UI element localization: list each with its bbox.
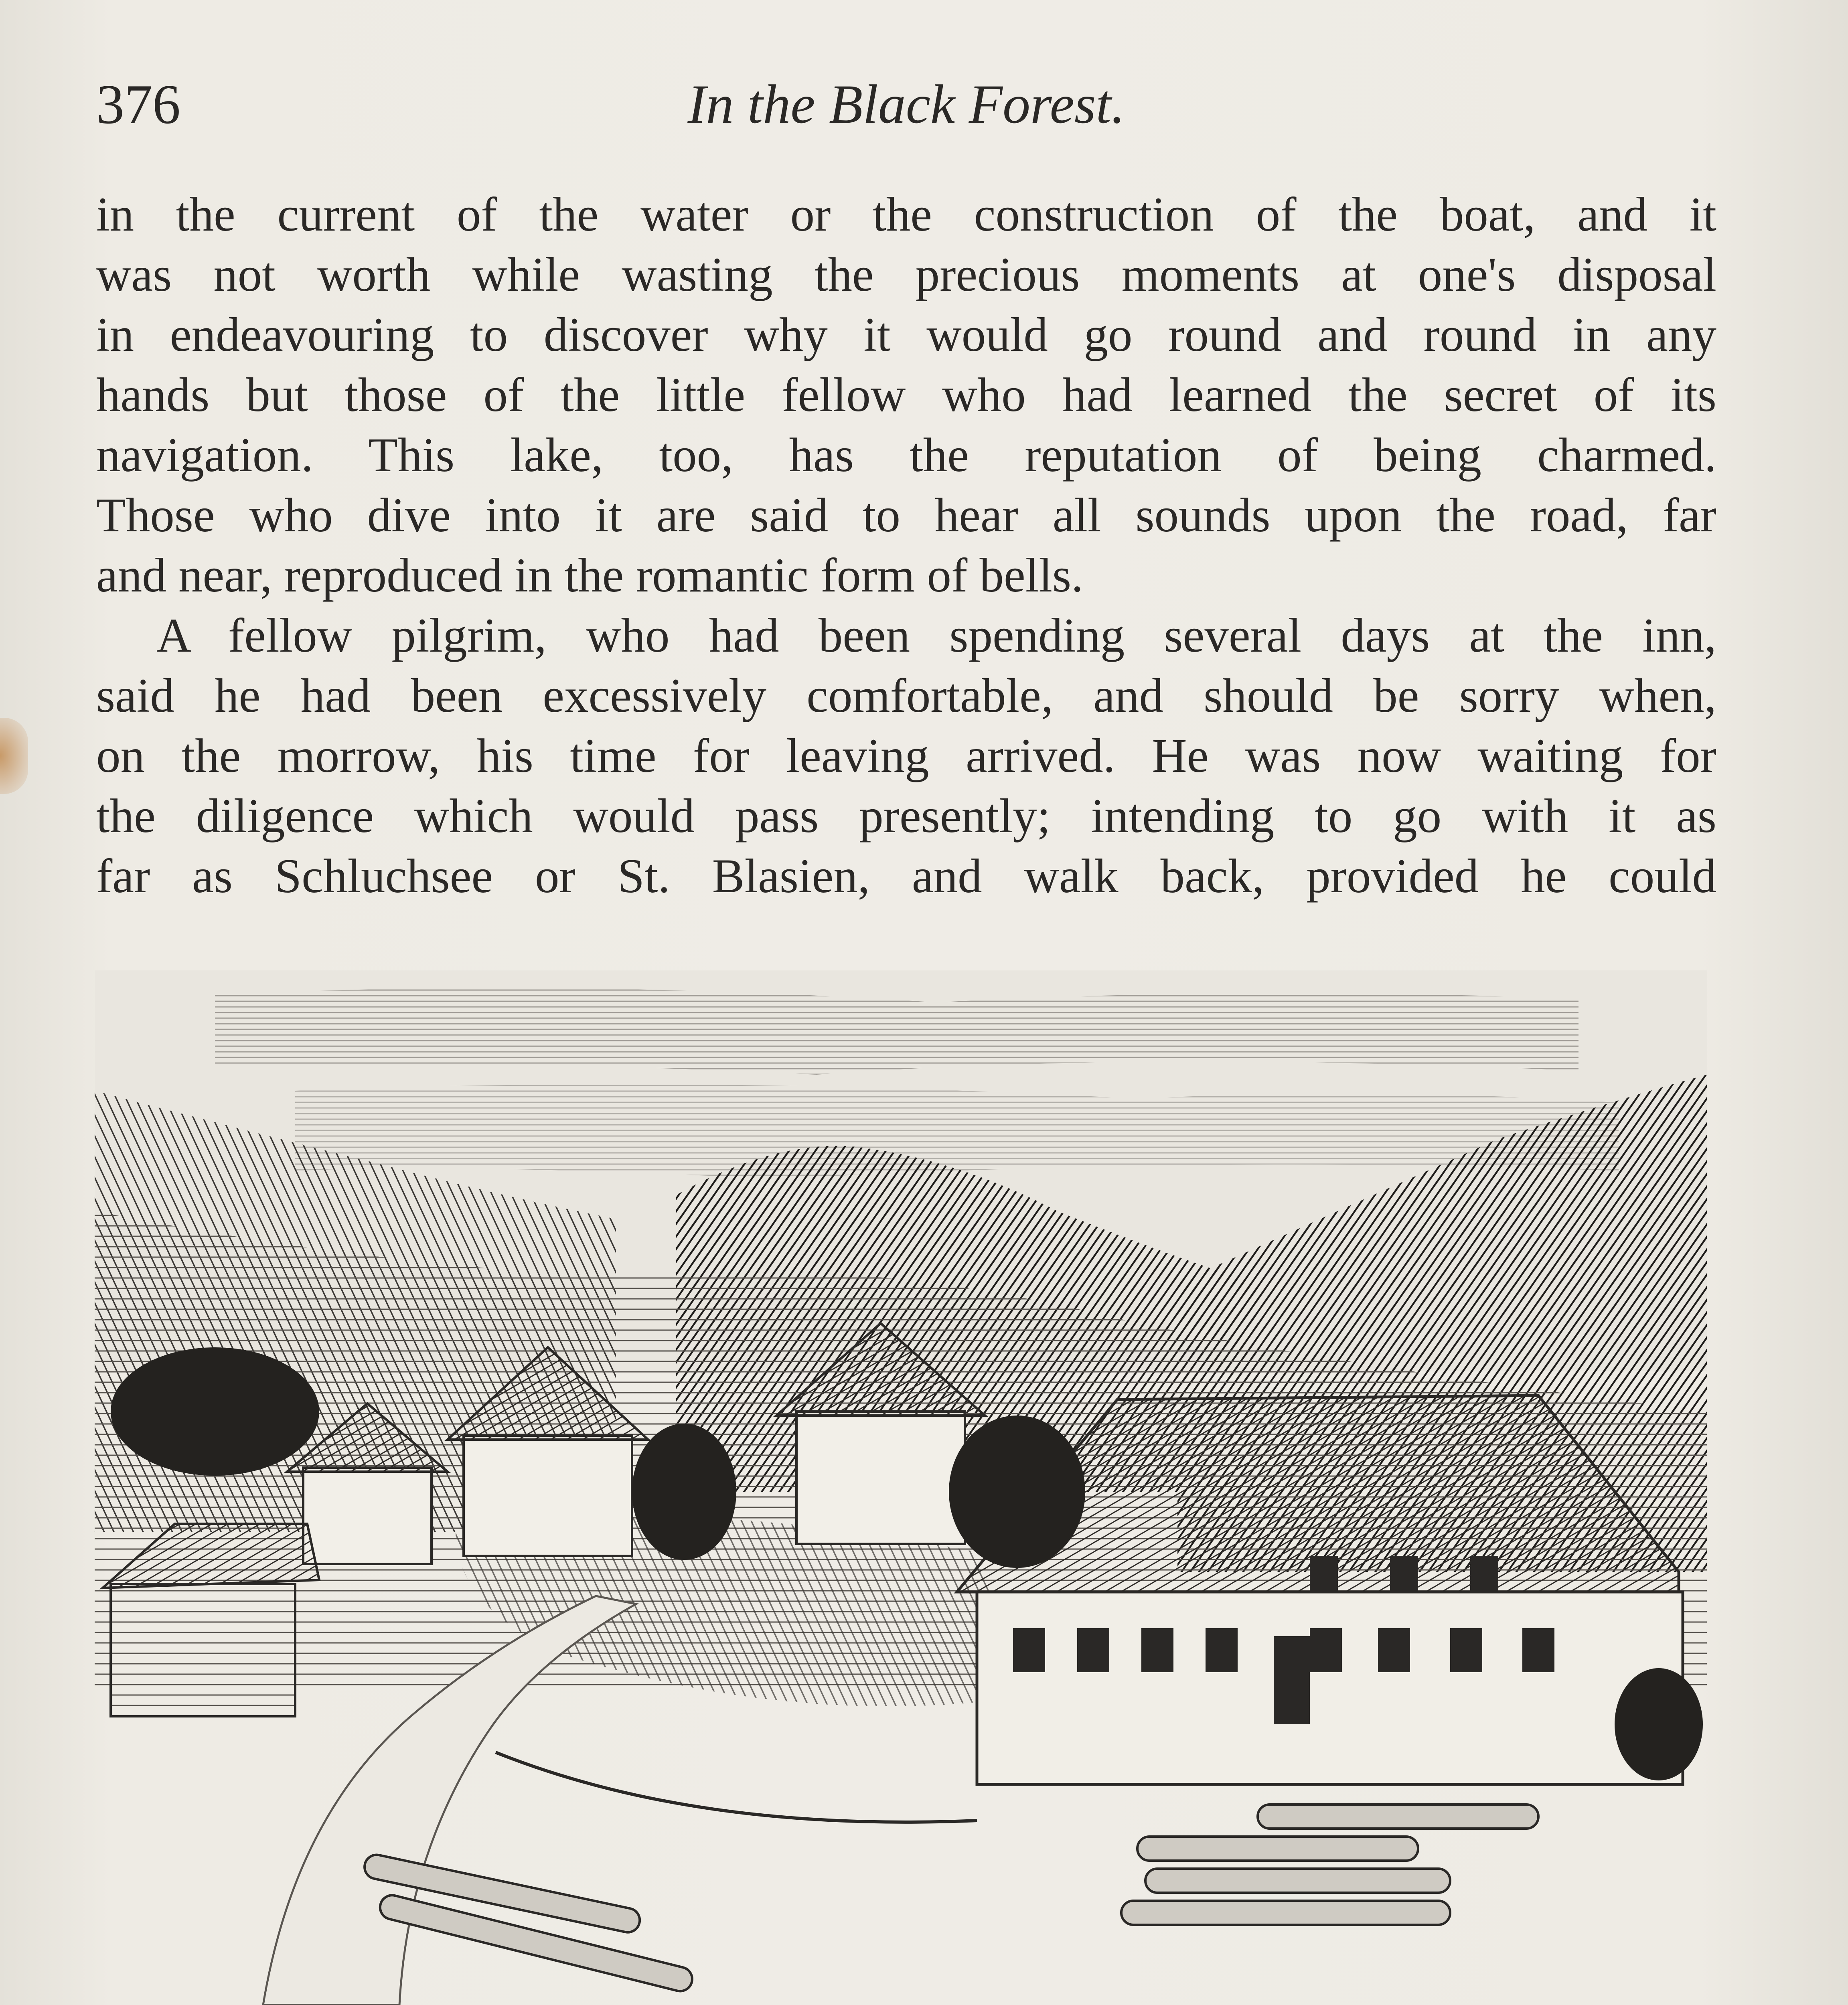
engraving-illustration bbox=[95, 970, 1707, 2005]
text-line: on the morrow, his time for leaving arrived. He was now waiting for bbox=[96, 729, 1716, 783]
page-stain bbox=[0, 718, 28, 794]
text-line: and near, reproduced in the romantic form of bells. bbox=[96, 549, 1084, 602]
text-line: the diligence which would pass presently; intending to go with it as bbox=[96, 789, 1716, 843]
text-line: in endeavouring to discover why it would go round and round in any bbox=[96, 308, 1716, 362]
paragraph bbox=[96, 606, 1716, 906]
text-line: far as Schluchsee or St. Blasien, and walk back, provided he could bbox=[96, 849, 1716, 903]
text-line: said he had been excessively comfortable, and should be sorry when, bbox=[96, 669, 1716, 723]
running-title: In the Black Forest. bbox=[687, 73, 1125, 135]
text-line: Those who dive into it are said to hear all sounds upon the road, far bbox=[96, 488, 1716, 542]
text-line: navigation. This lake, too, has the reputation of being charmed. bbox=[96, 428, 1716, 482]
text-line: A fellow pilgrim, who had been spending several days at the inn, bbox=[156, 609, 1716, 662]
text-line: hands but those of the little fellow who had learned the secret of its bbox=[96, 368, 1716, 422]
page-number: 376 bbox=[96, 73, 180, 136]
text-line: was not worth while wasting the precious moments at one's disposal bbox=[96, 248, 1716, 302]
text-block-top bbox=[96, 184, 1716, 906]
paragraph bbox=[96, 184, 1716, 606]
page-header bbox=[96, 68, 1716, 136]
text-line: in the current of the water or the construction of the boat, and it bbox=[96, 188, 1716, 241]
